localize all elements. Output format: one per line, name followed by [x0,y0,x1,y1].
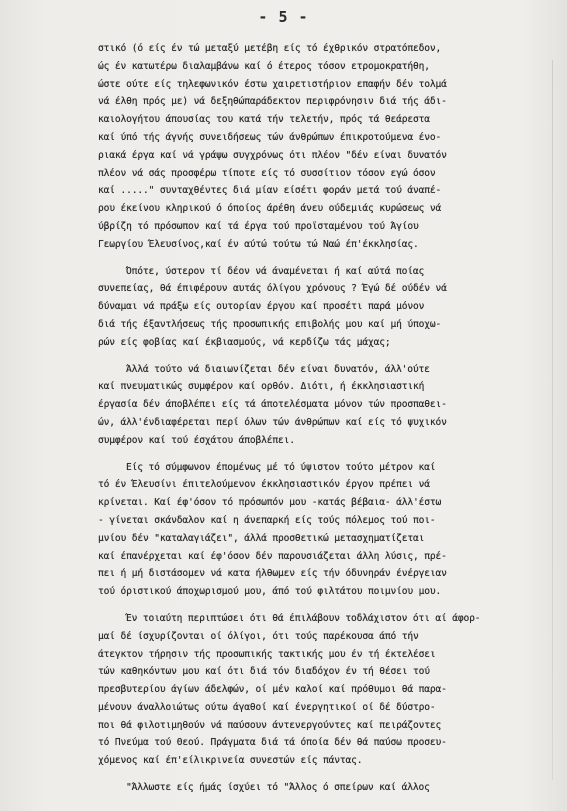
text-line: πει ή μή διστάσομεν νά κατα ήλθωμεν είς τήν όδυνηράν ένέργειαν [98,568,447,580]
text-line: χόμενος καί έπ'είλικρινεία συνεστών είς πάντας. [98,755,363,767]
paragraph [98,361,546,450]
text-line: Έν τοιαύτη περιπτώσει ότι θά έπιλάβουν τοδλάχιστον ότι αί άφορ- [126,612,481,624]
text-line: μένουν άναλλοιώτως ούτω άγαθοί καί ένεργητικοί οί δέ δύστρο- [98,701,436,713]
text-line: τού όριστικού άποχωρισμού μου, άπό τού φιλτάτου ποιμνίου μου. [98,586,442,598]
text-line: έργασία δέν άποβλέπει είς τά άποτελέσματα μόνον τών προσπαθει- [98,399,447,411]
text-line: συμφέρον καί τού έσχάτου άποβλέπει. [98,434,295,446]
paragraph-gap [98,254,546,263]
text-line: ών, άλλ'ένδιαφέρεται περί όλων τών άνθρώπων καί είς τό ψυχικόν [98,416,447,428]
text-line: μνίου δέν "καταλαγιάζει", άλλά προσθετικώ μετασχηματίζεται [98,532,425,544]
page-number: - 5 - [258,8,309,26]
text-line: καί πνευματικώς συμφέρον καί ορθόν. Διότι, ή έκκλησιαστική [98,381,425,393]
text-line: τό έν Έλευσίνι έπιτελούμενον έκκλησιαστικόν έργον πρέπει νά [98,479,430,491]
text-line: ρών είς φοβίας καί έκβιασμούς, νά κερδίζω τάς μάχας; [98,336,391,348]
typewritten-body-text [98,40,546,797]
text-line: συνεπείας, θά έπιφέρουν αυτάς όλίγου χρόνους ? Έγώ δέ ούδέν νά [98,283,447,295]
text-line: άτεγκτον τήρησιν τής προσωπικής τακτικής μου έν τή έκτελέσει [98,648,436,660]
paragraph-gap [98,601,546,610]
text-line: μαί δέ ίσχυρίζονται οί όλίγοι, ότι τούς παρέκουσα άπό τήν [98,630,419,642]
text-line: καιολογήτου άπουσίας του κατά τήν τελετήν, πρός τά θεάρεστα [98,114,430,126]
text-line: Γεωργίου Έλευσίνος,καί έν αύτώ τούτω τώ Ναώ έπ'έκκλησίας. [98,238,419,250]
paragraph-gap [98,352,546,361]
text-line: κρίνεται. Καί έφ'όσον τό πρόσωπόν μου -κατάς βέβαια- άλλ'έστω [98,497,442,509]
text-line: καί έπανέρχεται καί έφ'όσον δέν παρουσιάζεται άλλη λύσις, πρέ- [98,550,447,562]
paragraph [98,610,546,770]
text-line: στικό (ό είς έν τώ μεταξύ μετέβη είς τό έχθρικόν στρατόπεδον, [98,43,442,54]
text-line: πρεσβυτερίου άγίων άδελφών, οί μέν καλοί καί πρόθυμοι θά παρα- [98,684,447,696]
text-line: Είς τό σύμφωνον έπομένως μέ τό ύψιστον τούτο μέτρον καί [126,461,436,473]
text-line: ύβρίζη τό πρόσωπον καί τά έργα τού προϊσταμένου τού Άγίου [98,220,419,232]
text-line: τών καθηκόντων μου καί ότι διά τόν διαδόχον έν τή θέσει τού [98,666,430,678]
text-line: Άλλά τούτο νά διαιωνίζεται δέν είναι δυνατόν, άλλ'ούτε [126,363,430,375]
text-line: ρου έκείνου κληρικού ό όποίος άρέθη άνευ ούδεμιάς κυρώσεως νά [98,203,442,215]
text-line: ριακά έργα καί νά γράψω συγχρόνως ότι πλέον "δέν είναι δυνατόν [98,149,447,161]
paragraph [98,779,546,797]
page-edge-shadow [552,60,553,780]
text-line: τό Πνεύμα τού Θεού. Πράγματα διά τά όποία δέν θά παύσω προσευ- [98,737,447,749]
text-line: ποι θά φιλοτιμηθούν νά παύσουν άντενεργούντες καί πειράζοντες [98,719,442,731]
text-line: καί ύπό τής άγνής συνειδήσεως τών άνθρώπων έπικροτούμενα ένο- [98,131,442,143]
text-line: - γίνεται σκάνδαλον καί η άνεπαρκή είς τούς πόλεμος τού ποι- [98,514,436,526]
text-line: δύναμαι νά πράξω είς ουτορίαν έργου καί προσέτι παρά μόνον [98,301,425,313]
paragraph-gap [98,450,546,459]
paragraph [98,459,546,601]
paragraph [98,263,546,352]
paragraph [98,40,546,254]
text-line: νά έλθη πρός με) νά δεξηθώπαράδεκτον περιφρόνησιν διά τής άδι- [98,96,447,108]
text-line: διά τής έξαντλήσεως τής προσωπικής επιβολής μου καί μή ύποχω- [98,318,442,330]
paragraph-gap [98,770,546,779]
text-line: ώς έν κατωτέρω διαλαμβάνω καί ό έτερος τόσον ετρομοκρατήθη, [98,60,430,72]
text-line: καί ....." συνταχθέντες διά μίαν είσέτι φοράν μετά τού άναπέ- [98,185,442,197]
text-line: πλέον νά σάς προσφέρω τίποτε είς τό συσσίτιον τόσον εγώ όσον [98,167,436,179]
text-line: "Άλλωστε είς ήμάς ίσχύει τό "Άλλος ό σπείρων καί άλλος [126,782,430,794]
text-line: Όπότε, ύστερον τί δέον νά άναμένεται ή καί αύτά ποίας [126,265,425,277]
text-line: ώστε ούτε είς τηλεφωνικόν έστω χαιρετιστήριον επαφήν δέν τολμά [98,78,447,90]
